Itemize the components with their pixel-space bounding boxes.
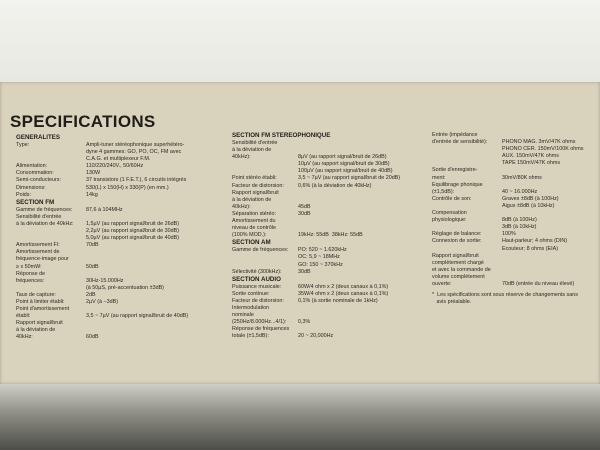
spec-value: 100%	[502, 231, 516, 238]
spec-row	[16, 320, 226, 341]
spec-label: Dimensions:	[16, 184, 46, 191]
spec-value: PO: 520 ~ 1.620kHz OC: 5,9 ~ 18MHz GO: 150 ~ 370kHz	[298, 247, 347, 268]
spec-row	[16, 177, 226, 184]
spec-row	[16, 207, 226, 214]
spec-value: 40 ~ 16.000Hz	[502, 188, 538, 195]
spec-label: Alimentation:	[16, 163, 48, 170]
section-heading: SECTION AUDIO	[232, 275, 281, 283]
spec-row	[232, 218, 430, 239]
footnote: * Les spécifications sont sous réserve de changements sans avis préalable.	[432, 292, 578, 306]
spec-value: 8µV (au rapport signal/bruit de 26dB) 10µV (au rapport signal/bruit de 30dB) 100µV (au rapport signal/bruit de 40dB)	[298, 154, 393, 175]
spec-label: Sélectivité (300kHz):	[232, 268, 282, 275]
spec-value: 130W	[86, 170, 101, 177]
spec-label: Connexion de sortie:	[432, 238, 482, 245]
spec-label: Réponse de fréquences totale (±1,5dB):	[232, 326, 290, 340]
spec-row	[232, 183, 430, 190]
spec-row	[432, 196, 592, 210]
spec-row	[16, 299, 226, 306]
spec-row	[16, 221, 226, 242]
spec-row	[232, 298, 430, 305]
spec-row	[232, 284, 430, 291]
spec-label: Entrée (impédance d'entrée de sensibilité):	[432, 132, 488, 146]
spec-row	[16, 214, 226, 221]
spec-row	[16, 242, 226, 249]
spec-value: 50dB	[86, 263, 99, 270]
spec-value: Ampli-tuner stéréophonique superhétéro- dyne 4 gammes: GO, PO, OC, FM avec C.A.G. et multiplexeur F.M.	[86, 142, 185, 163]
spec-label: Poids:	[16, 191, 31, 198]
spec-label: Taux de capture:	[16, 291, 56, 298]
spec-value: 2dB	[86, 291, 96, 298]
spec-label: Type:	[16, 142, 30, 148]
spec-row	[16, 185, 226, 192]
spec-value: 0,3%	[298, 319, 311, 326]
spec-value: 1,5µV (au rapport signal/bruit de 26dB) 2,2µV (au rapport signal/bruit de 30dB) 5,0µV (au rapport signal/bruit de 40dB)	[86, 220, 180, 242]
spec-label: à la déviation de 40kHz:	[16, 220, 74, 227]
spec-label: Gamme de fréquences:	[16, 206, 73, 213]
spec-row	[232, 247, 430, 268]
background-bottom	[0, 384, 600, 450]
spec-row	[232, 175, 430, 182]
spec-value: 20 ~ 20,000Hz	[298, 333, 334, 340]
spec-label: Rapport signal/bruit à la déviation de 40kHz):	[232, 189, 279, 210]
spec-label: Puissance musicale:	[232, 283, 282, 290]
spec-row	[432, 210, 592, 231]
page-title: SPECIFICATIONS	[10, 112, 156, 131]
spec-value: 60W/4 ohm x 2 (deux canaux à 0,1%)	[298, 283, 389, 290]
spec-value: 30Hz-15.000Hz (à 50µS, pré-accentuation ±3dB)	[86, 277, 164, 291]
spec-value: PHONO MAG. 3mV/47K ohms PHONO CER. 150mV/100K ohms AUX. 150mV/47K ohms TAPE 150mV/47K ohms	[502, 139, 584, 167]
spec-row	[16, 306, 226, 320]
spec-row	[232, 211, 430, 218]
spec-label: Consommation:	[16, 170, 54, 177]
spec-row	[232, 140, 430, 175]
spec-value: 35W/4 ohm x 2 (deux canaux à 0,1%)	[298, 290, 389, 297]
spec-label: Sensibilité d'entrée	[16, 213, 62, 220]
spec-label: Séparation stéréo:	[232, 210, 277, 217]
spec-value: 30mV/80K ohms	[502, 174, 542, 181]
spec-label: Sensibilité d'entrée à la déviation de 40kHz):	[232, 140, 278, 161]
spec-row	[16, 170, 226, 177]
spec-label: Réponse de fréquences:	[16, 270, 46, 284]
spec-label: Gamme de fréquences:	[232, 247, 289, 254]
spec-label: Point d'amortissement établi:	[16, 306, 70, 320]
spec-label: Amortissement FI:	[16, 242, 60, 249]
spec-value: 3,5 ~ 7µV (au rapport signal/bruit de 20dB)	[298, 175, 401, 182]
spec-row	[232, 305, 430, 326]
spec-label: Facteur de distorsion:	[232, 182, 284, 189]
spec-label: Amortissement du niveau de contrôle (100% MOD.):	[232, 218, 277, 239]
spec-value: 70dB	[86, 242, 99, 249]
spec-label: Equilibrage phonique (±1,5dB):	[432, 181, 483, 195]
spec-row	[232, 269, 430, 276]
spec-value: 14kg	[86, 191, 98, 198]
spec-value: 30dB	[298, 210, 311, 217]
spec-value: 60dB	[86, 334, 99, 341]
spec-value: 2µV (à −3dB)	[86, 298, 119, 305]
spec-row	[16, 249, 226, 270]
spec-column-fm-stereo-audio	[232, 132, 430, 340]
spec-row	[232, 190, 430, 211]
spec-value: 37 transistors (1 F.E.T.), 6 circuits intégrés	[86, 177, 187, 184]
section-heading: GENERALITES	[16, 134, 61, 141]
spec-row	[432, 238, 592, 252]
spec-row	[16, 142, 226, 163]
spec-value: Graves ±8dB (à 100Hz) Aigus ±8dB (à 10kHz)	[502, 195, 559, 209]
spec-value: 87,6 à 104MHz	[86, 206, 123, 213]
spec-column-general	[16, 134, 226, 342]
spec-label: Point à limiter établi:	[16, 298, 65, 305]
background-top	[0, 0, 600, 82]
section-heading: SECTION FM	[16, 198, 55, 206]
spec-label: Intermodulation nominale (250Hz/8.000Hz...4/1):	[232, 304, 287, 326]
spec-row	[232, 326, 430, 340]
spec-row	[16, 271, 226, 292]
spec-row	[16, 292, 226, 299]
spec-row	[432, 253, 592, 288]
spec-label: Sortie d'enregistre- ment:	[432, 167, 478, 181]
spec-label: Rapport signal/bruit à la déviation de 40kHz:	[16, 320, 63, 341]
spec-value: 530(L) x 150(H) x 330(P) (en mm.)	[86, 184, 169, 191]
spec-value: 70dB (entrée du niveau élevé)	[502, 280, 575, 287]
spec-label: Amortissement de fréquence-image pour ≥ x 50mW:	[16, 249, 69, 270]
spec-value: Haut-parleur; 4 ohms (DIN) Ecouteur; 8 ohms (EIA)	[502, 238, 568, 252]
spec-label: Point stéréo établi:	[232, 175, 277, 182]
spec-row	[432, 182, 592, 196]
spec-label: Réglage de balance:	[432, 231, 482, 238]
spec-row	[16, 192, 226, 199]
spec-column-inputs-outputs	[432, 132, 592, 306]
spec-row	[432, 231, 592, 238]
spec-row	[232, 291, 430, 298]
spec-value: 45dB	[298, 203, 311, 210]
spec-value: 19kHz: 55dB 38kHz: 55dB	[298, 232, 363, 239]
spec-value: 3,5 ~ 7µV (au rapport signal/bruit de 40dB)	[86, 313, 189, 320]
spec-label: Rapport signal/bruit complètement chargé et avec la commande de volume complètement ouverte:	[432, 252, 491, 287]
spec-row	[432, 167, 592, 181]
section-heading: SECTION FM STEREOPHONIQUE	[232, 132, 331, 139]
spec-value: 0,6% (à la déviation de 40kHz)	[298, 182, 372, 189]
spec-value: 30dB	[298, 268, 311, 275]
spec-label: Semi-conducteurs:	[16, 177, 61, 184]
spec-value: 110/220/240V., 50/60Hz	[86, 163, 144, 170]
spec-value: 8dB (à 100Hz) 3dB (à 10kHz)	[502, 217, 537, 231]
spec-label: Compensation physiologique:	[432, 210, 467, 224]
spec-value: 0,1% (à sortie nominale de 1kHz)	[298, 297, 378, 304]
spec-label: Contrôle de son:	[432, 195, 472, 202]
section-heading: SECTION AM	[232, 239, 271, 247]
spec-label: Facteur de distorsion:	[232, 297, 284, 304]
spec-row	[16, 163, 226, 170]
spec-row	[432, 132, 592, 167]
spec-label: Sortie continue:	[232, 290, 270, 297]
